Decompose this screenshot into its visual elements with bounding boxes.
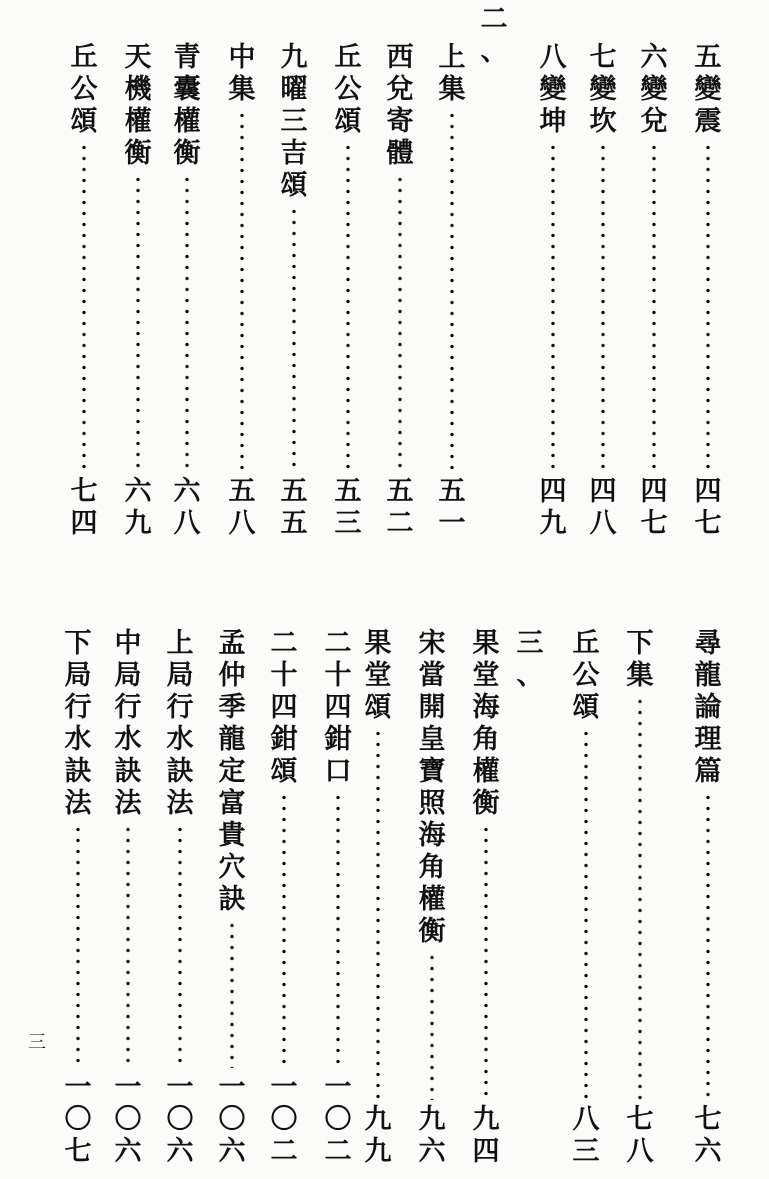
leader-dots	[178, 824, 182, 1068]
toc-entry-page: 一 〇 二	[270, 1072, 298, 1167]
toc-entry-page: 一 〇 六	[166, 1072, 194, 1167]
leader-dots	[282, 792, 286, 1068]
toc-entry-page: 五 五	[280, 476, 308, 539]
toc-entry-title: 孟 仲 季 龍 定 富 貴 穴 訣	[218, 628, 246, 915]
toc-entry-page: 五 三	[334, 476, 362, 539]
toc-entry	[318, 628, 358, 1168]
leader-dots	[584, 728, 588, 1100]
toc-entry-title: 五 變 震	[694, 42, 722, 137]
toc-entry-page: 五 八	[228, 476, 256, 539]
toc-entry-title: 上 局 行 水 訣 法	[166, 628, 194, 819]
toc-entry-page: 一 〇 七	[64, 1072, 92, 1167]
toc-entry-title: 七 變 坎	[589, 42, 617, 137]
toc-entry-page: 五 二	[386, 476, 414, 539]
toc-entry-title: 下 局 行 水 訣 法	[64, 628, 92, 819]
leader-dots	[430, 952, 434, 1100]
toc-entry-title: 天 機 權 衡	[124, 42, 152, 169]
section-marker: 三 、	[516, 628, 544, 691]
toc-entry-title: 青 囊 權 衡	[173, 42, 201, 169]
leader-dots	[336, 792, 340, 1068]
toc-entry-title: 上 集	[438, 42, 466, 105]
toc-entry	[688, 628, 728, 1168]
toc-entry	[566, 628, 606, 1168]
toc-entry	[412, 628, 452, 1168]
toc-entry	[620, 628, 660, 1168]
toc-entry-page: 四 七	[694, 476, 722, 539]
toc-entry-page: 四 七	[640, 476, 668, 539]
toc-entry	[212, 628, 252, 1168]
toc-entry-title: 尋 龍 論 理 篇	[694, 628, 722, 787]
toc-entry-title: 二 十 四 鉗 口	[324, 628, 352, 787]
leader-dots	[376, 728, 380, 1100]
toc-entry-page: 五 一	[438, 476, 466, 539]
toc-entry-title: 中 局 行 水 訣 法	[114, 628, 142, 819]
toc-entry-page: 七 四	[70, 476, 98, 539]
toc-entry-title: 果 堂 頌	[364, 628, 392, 723]
toc-entry-title: 二 十 四 鉗 頌	[270, 628, 298, 787]
toc-entry-page: 一 〇 二	[324, 1072, 352, 1167]
toc-entry-page: 九 四	[472, 1104, 500, 1167]
toc-entry	[58, 628, 98, 1168]
toc-entry-page: 四 九	[539, 476, 567, 539]
page-number: 三	[28, 1032, 46, 1053]
toc-entry-title: 丘 公 頌	[334, 42, 362, 137]
toc-entry-page: 一 〇 六	[218, 1072, 246, 1167]
leader-dots	[706, 792, 710, 1100]
toc-entry-title: 果 堂 海 角 權 衡	[472, 628, 500, 819]
toc-entry-page: 九 九	[364, 1104, 392, 1167]
toc-entry	[358, 628, 398, 1168]
toc-entry-title: 宋 當 開 皇 寶 照 海 角 權 衡	[418, 628, 446, 947]
toc-entry-page: 九 六	[418, 1104, 446, 1167]
toc-entry-page: 八 三	[572, 1104, 600, 1167]
toc-entry-page: 一 〇 六	[114, 1072, 142, 1167]
toc-entry	[160, 628, 200, 1168]
toc-entry-page: 七 六	[694, 1104, 722, 1167]
leader-dots	[230, 920, 234, 1068]
toc-entry-page: 四 八	[589, 476, 617, 539]
toc-entry-title: 中 集	[228, 42, 256, 105]
leader-dots	[126, 824, 130, 1068]
toc-entry-title: 九 曜 三 吉 頌	[280, 42, 308, 201]
leader-dots	[484, 824, 488, 1100]
toc-entry	[108, 628, 148, 1168]
toc-entry-page: 六 九	[124, 476, 152, 539]
toc-entry-title: 八 變 坤	[539, 42, 567, 137]
leader-dots	[638, 696, 642, 1100]
section-marker: 二 、	[480, 4, 508, 67]
toc-entry-title: 六 變 兌	[640, 42, 668, 137]
toc-entry-title: 西 兌 寄 體	[386, 42, 414, 169]
toc-entry	[264, 628, 304, 1168]
toc-entry-title: 下 集	[626, 628, 654, 691]
toc-entry	[466, 628, 506, 1168]
toc-entry-page: 六 八	[173, 476, 201, 539]
toc-entry-title: 丘 公 頌	[70, 42, 98, 137]
toc-entry-title: 丘 公 頌	[572, 628, 600, 723]
toc-entry-page: 七 八	[626, 1104, 654, 1167]
leader-dots	[76, 824, 80, 1068]
